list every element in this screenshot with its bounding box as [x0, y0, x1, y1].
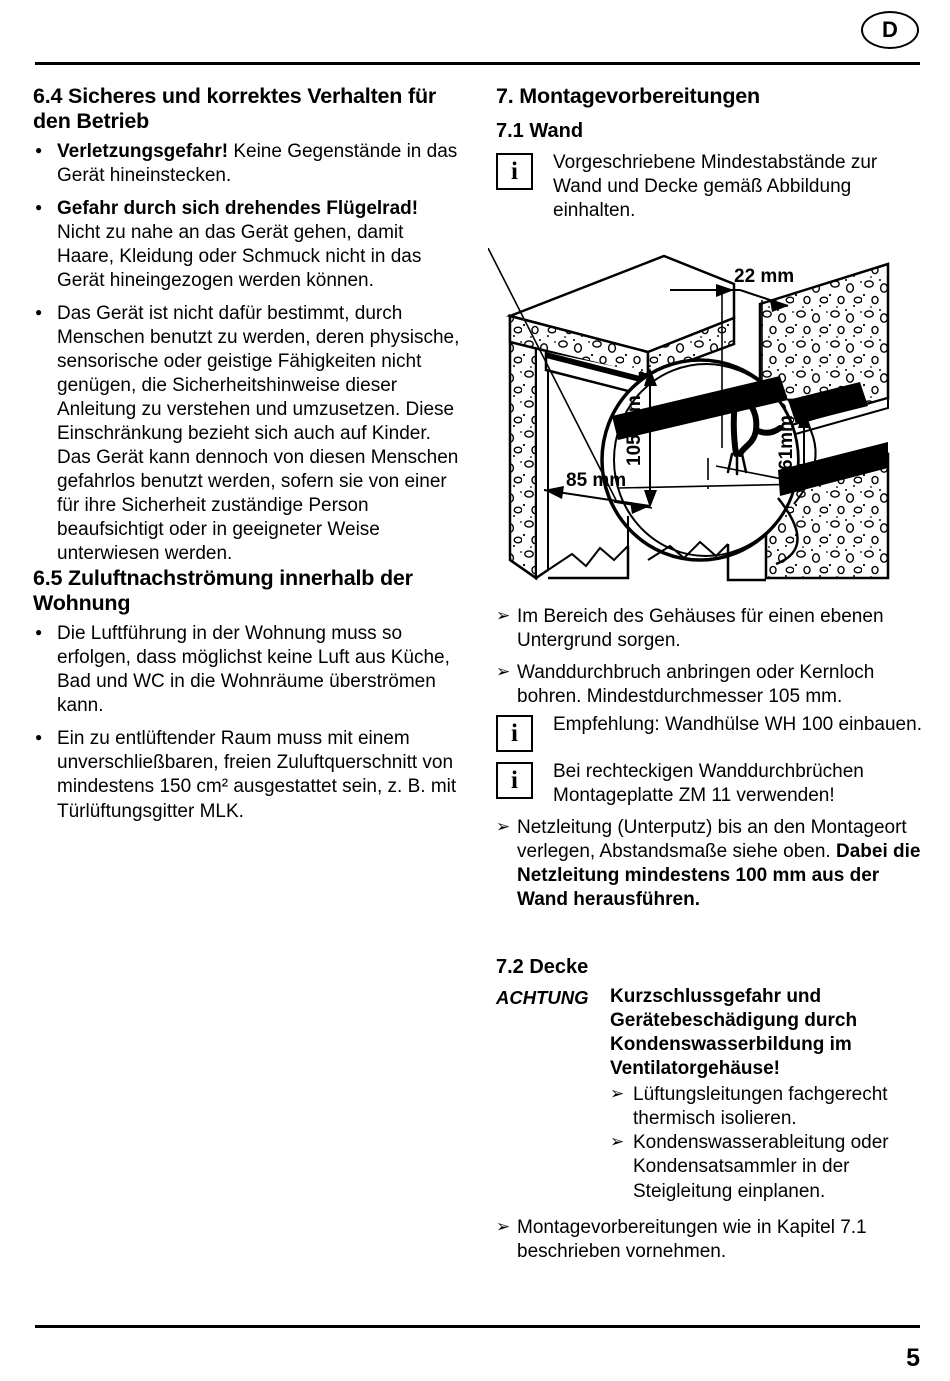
list-item: ➢ Lüftungsleitungen fachgerecht thermisch isolieren. [610, 1083, 924, 1131]
dim-label-105mm: 105 mm [624, 395, 645, 466]
caution-steps [610, 1083, 924, 1204]
heading-7-1: 7.1 Wand [496, 119, 584, 142]
list-6-4 [33, 140, 463, 446]
heading-6-5: 6.5 Zuluftnachströmung innerhalb der Wohnung [33, 566, 413, 616]
info-note-text: Bei rechteckigen Wanddurchbrüchen Montageplatte ZM 11 verwenden! [553, 760, 864, 806]
info-note-text: Vorgeschriebene Mindestabstände zur Wand und Decke gemäß Abbildung einhalten. [553, 151, 878, 222]
country-badge: D [861, 11, 919, 49]
caution-body [610, 985, 924, 1204]
list-7-2-final [496, 1216, 924, 1264]
heading-7: 7. Montagevorbereitungen [496, 84, 760, 108]
info-note-text: Empfehlung: Wandhülse WH 100 einbauen. [553, 713, 922, 735]
header-divider [35, 62, 920, 65]
bullet-bold-lead: Verletzungsgefahr! [57, 140, 229, 162]
heading-6-4: 6.4 Sicheres und korrektes Verhalten für den Betrieb [33, 84, 437, 133]
list-item: ● Ein zu entlüftender Raum muss mit einem unverschließbaren, freien Zuluftquerschnitt von mindestens 150 cm² ausgestattet sein, z. B. mit Türlüftungsgitter MLK. [33, 727, 463, 823]
caution-block [496, 985, 924, 1204]
bullet-text: Das Gerät ist nicht dafür bestimmt, durch Menschen benutzt zu werden, deren physische, sensorische oder geistige Fähigkeiten nicht genügen, die Sicherheitshinweise dieser Anleitung zu verstehen und umzusetzen. Diese Einschränkung bezieht sich auch auf Kinder. [57, 303, 460, 445]
info-icon: i [496, 762, 533, 799]
footer-divider [35, 1325, 920, 1328]
step-text: Netzleitung (Unterputz) bis an den Montageort verlegen, Abstandsmaße siehe oben. [517, 817, 907, 863]
list-item: ➢ Im Bereich des Gehäuses für einen ebenen Untergrund sorgen. [496, 605, 924, 653]
list-6-5 [33, 622, 463, 823]
dim-label-85mm: 85 mm [566, 470, 627, 491]
caution-title: Kurzschlussgefahr und Gerätebeschädigung durch Kondenswasserbildung im Ventilatorgehäuse! [610, 985, 858, 1079]
info-note-3 [496, 760, 924, 808]
left-column [33, 84, 463, 833]
list-item [33, 140, 463, 188]
list-7-1-final [496, 816, 924, 913]
bullet-text: Nicht zu nahe an das Gerät gehen, damit Haare, Kleidung oder Schmuck nicht in das Gerät hineingezogen werden können. [57, 221, 422, 292]
info-icon: i [496, 715, 533, 752]
dim-label-22mm: 22 mm [734, 266, 795, 287]
caution-label: ACHTUNG [496, 986, 589, 1008]
bullet-bold-lead: Gefahr durch sich drehendes Flügelrad! [57, 197, 419, 219]
list-item [496, 816, 924, 913]
bullet-text: Keine Gegenstände in das Gerät hineinstecken. [57, 140, 458, 186]
dim-label-61mm: 61mm [776, 415, 797, 470]
list-item: ● Die Luftführung in der Wohnung muss so erfolgen, dass möglichst keine Luft aus Küche, Bad und WC in die Wohnräume überströmen kann. [33, 622, 463, 718]
list-item: ➢ Kondenswasserableitung oder Kondensatsammler in der Steigleitung einplanen. [610, 1131, 924, 1203]
list-item [33, 197, 463, 293]
wall-mounting-dimensions-diagram [488, 248, 928, 610]
list-item: ➢ Wanddurchbruch anbringen oder Kernloch bohren. Mindestdurchmesser 105 mm. [496, 661, 924, 709]
page-number: 5 [906, 1344, 920, 1372]
info-icon: i [496, 153, 533, 190]
step-text-bold: Dabei die Netzleitung mindestens 100 mm aus der Wand herausführen. [517, 841, 921, 911]
list-item: ➢ Montagevorbereitungen wie in Kapitel 7.1 beschrieben vornehmen. [496, 1216, 924, 1264]
paragraph-6-4-continuation: Das Gerät kann dennoch von diesen Menschen gefahrlos benutzt werden, sofern sie von einer für ihre Sicherheit zuständige Person beaufsichtigt oder in geeigneter Weise unterwiesen werden. [57, 447, 459, 565]
info-note-1 [496, 151, 924, 223]
list-item [33, 302, 463, 446]
heading-7-2: 7.2 Decke [496, 955, 589, 978]
info-note-2 [496, 713, 924, 752]
list-7-1-steps [496, 605, 924, 709]
